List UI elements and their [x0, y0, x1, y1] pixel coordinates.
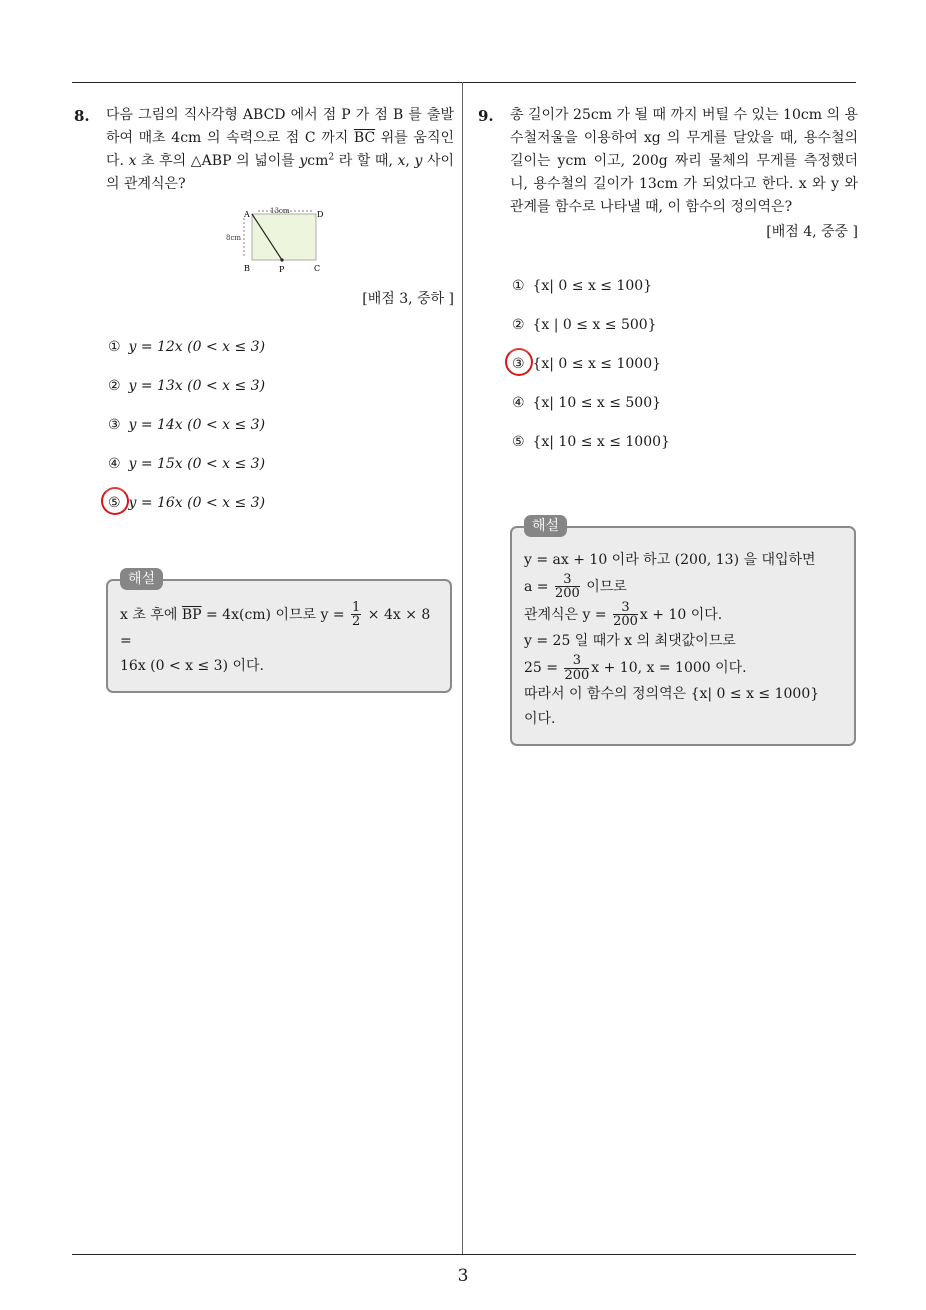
- label-c: C: [314, 264, 321, 274]
- solution-box: [106, 570, 452, 693]
- solution-tag: 해설: [524, 515, 567, 537]
- fraction: $\frac{3}{200}$: [613, 599, 638, 630]
- label-a: A: [244, 210, 250, 220]
- score-label: [배점 4, 중중 ]: [766, 224, 858, 241]
- solution-line-6: 따라서 이 함수의 정의역은 {x| 0 ≤ x ≤ 1000}: [524, 686, 820, 703]
- choice-5[interactable]: ⑤ {x| 10 ≤ x ≤ 1000}: [512, 433, 670, 450]
- answer-circle-mark: [101, 487, 129, 515]
- fraction: $\frac{3}{200}$: [564, 653, 590, 683]
- solution-line-1: y = ax + 10 이라 하고 (200, 13) 을 대입하면: [524, 551, 816, 568]
- choice-2[interactable]: ② y = 13x (0 < x ≤ 3): [108, 377, 266, 394]
- solution-line-7: 이다.: [524, 711, 556, 728]
- question-number: 8.: [74, 107, 90, 125]
- question-text: 다음 그림의 직사각형 ABCD 에서 점 P 가 점 B 를 출발하여 매초 4cm 의 속력으로 점 C 까지 $\overline{BC}$ 위를 움직인다. x 초 후의 △ABP 의 넓이를 ycm$^2$ 라 할 때, x, y 사이의 관계식은?: [106, 107, 455, 193]
- choice-1[interactable]: ① {x| 0 ≤ x ≤ 100}: [512, 277, 653, 294]
- answer-circle-mark: [505, 348, 533, 376]
- choice-list: [478, 275, 858, 470]
- question-9: [478, 104, 858, 746]
- label-b: B: [244, 264, 250, 274]
- solution-line-2: a = $\frac{3}{200}$ 이므로: [524, 571, 627, 602]
- choice-5[interactable]: ⑤ y = 16x (0 < x ≤ 3): [108, 492, 454, 531]
- question-number: 9.: [478, 107, 494, 125]
- choice-list: [74, 336, 454, 531]
- choice-1[interactable]: ① y = 12x (0 < x ≤ 3): [108, 338, 266, 355]
- solution-line-5: 25 = $\frac{3}{200}$ x + 10, x = 1000 이다.: [524, 653, 747, 683]
- question-8: [74, 104, 454, 693]
- solution-box: [510, 517, 856, 747]
- solution-line-4: y = 25 일 때가 x 의 최댓값이므로: [524, 633, 736, 650]
- label-13cm: 13cm: [270, 207, 290, 216]
- page-number: 3: [457, 1266, 469, 1286]
- choice-2[interactable]: ② {x | 0 ≤ x ≤ 500}: [512, 316, 657, 333]
- choice-4[interactable]: ④ y = 15x (0 < x ≤ 3): [108, 455, 266, 472]
- solution-line-2: 16x (0 < x ≤ 3) 이다.: [120, 657, 265, 674]
- rectangle-figure: [214, 204, 334, 278]
- solution-tag: 해설: [120, 568, 163, 590]
- fraction: $\frac{3}{200}$: [554, 571, 580, 602]
- solution-line-3: 관계식은 y = $\frac{3}{200}$ x + 10 이다.: [524, 599, 723, 630]
- point-p: [280, 259, 283, 262]
- label-p: P: [279, 265, 285, 275]
- label-8cm: 8cm: [226, 234, 242, 243]
- solution-line-1: x 초 후에 $\overline{BP} = 4x(cm)$ 이므로 y = $\frac{1}{2}$ × 4x × 8 =: [120, 599, 431, 649]
- choice-3[interactable]: ③ y = 14x (0 < x ≤ 3): [108, 416, 266, 433]
- score-label: [배점 3, 중하 ]: [362, 291, 454, 308]
- choice-4[interactable]: ④ {x| 10 ≤ x ≤ 500}: [512, 394, 662, 411]
- rectangle-abcd: [252, 214, 316, 260]
- question-text: 총 길이가 25cm 가 될 때 까지 버틸 수 있는 10cm 의 용수철저울을 이용하여 xg 의 무게를 달았을 때, 용수철의 길이는 ycm 이고, 200g 짜리 물체의 무게를 측정했더니, 용수철의 길이가 13cm 가 되었다고 한다. x 와 y 와 관계를 함수로 나타낼 때, 이 함수의 정의역은?: [510, 107, 858, 216]
- header-rule: [72, 82, 856, 83]
- choice-3[interactable]: ③ {x| 0 ≤ x ≤ 1000}: [512, 353, 858, 392]
- fraction: $\frac{1}{2}$: [352, 599, 361, 630]
- label-d: D: [317, 210, 324, 220]
- column-divider: [462, 82, 463, 1254]
- footer-rule: [72, 1254, 856, 1255]
